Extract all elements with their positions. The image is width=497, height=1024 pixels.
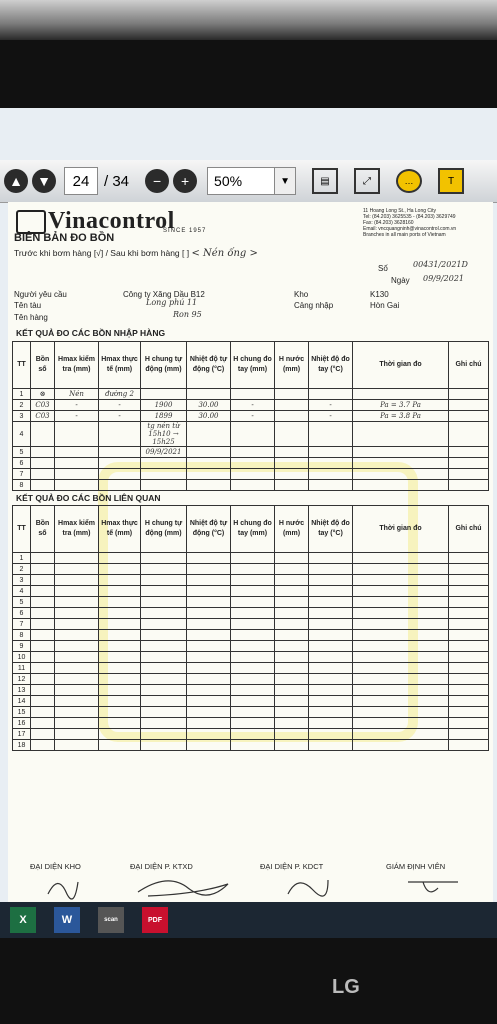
related-tanks-table: [12, 505, 489, 751]
table-row: 8: [13, 630, 489, 641]
table-row: 17: [13, 729, 489, 740]
sig-label-ktxd: ĐẠI DIỆN P. KTXD: [130, 862, 193, 871]
company-name: Vinacontrol: [48, 208, 175, 234]
table-row: 14: [13, 696, 489, 707]
table-row: 3: [13, 575, 489, 586]
table-row: 9: [13, 641, 489, 652]
table-row: 4: [13, 586, 489, 597]
ship-label: Tên tàu: [14, 301, 42, 310]
product-label: Tên hàng: [14, 313, 48, 322]
company-address: 11 Hoang Long St., Ha Long City Tel: (84.203) 3625535 - (84.203) 3629749 Fax: (84.203) 3628160 Email: vncquangninh@vinacontrol.com.vn Branches in all main ports of Vietnam: [363, 208, 457, 238]
kho-label: Kho: [294, 290, 309, 299]
table-row: 7: [13, 469, 489, 480]
product-value: Ron 95: [173, 310, 202, 319]
requester-value: Công ty Xăng Dầu B12: [123, 290, 205, 299]
zoom-select[interactable]: 50%: [207, 167, 275, 195]
table-row: 3 C03 - - 1899 30.00 - - Pa = 3.8 Pa: [13, 411, 489, 422]
document-title: BIÊN BẢN ĐO BỒN: [14, 232, 115, 244]
so-label: Số: [378, 264, 388, 273]
next-page-down-icon[interactable]: ▼: [32, 169, 56, 193]
pdf-toolbar: [0, 160, 497, 203]
so-value: 00431/2021D: [413, 260, 468, 269]
chevron-down-icon[interactable]: ▼: [275, 167, 296, 195]
table-row: 1: [13, 553, 489, 564]
background-wall: [0, 0, 497, 40]
ngay-label: Ngày: [391, 276, 410, 285]
sig-label-inspector: GIÁM ĐỊNH VIÊN: [386, 862, 446, 871]
table-row: 16: [13, 718, 489, 729]
table-row: 10: [13, 652, 489, 663]
taskbar: [0, 902, 497, 938]
fullscreen-icon[interactable]: ⤢: [354, 168, 380, 194]
table-row: 6: [13, 458, 489, 469]
table-row: 2: [13, 564, 489, 575]
ship-value: Long phú 11: [146, 298, 198, 307]
since-label: SINCE 1957: [163, 228, 207, 234]
vinacontrol-logo-icon: [16, 210, 46, 234]
excel-icon[interactable]: X: [10, 907, 36, 933]
table-row: 5: [13, 597, 489, 608]
signatures: [28, 874, 488, 902]
scanner-icon[interactable]: scan: [98, 907, 124, 933]
comment-icon[interactable]: …: [396, 169, 422, 193]
sig-label-kdct: ĐẠI DIỆN P. KDCT: [260, 862, 324, 871]
section-related-tanks: KẾT QUẢ ĐO CÁC BỒN LIÊN QUAN: [16, 493, 161, 503]
monitor-brand-logo: LG: [332, 976, 360, 998]
ngay-value: 09/9/2021: [423, 274, 465, 283]
pump-status: Trước khi bơm hàng [√] / Sau khi bơm hàng [ ] < Nén ống >: [14, 248, 258, 259]
fit-page-icon[interactable]: ▤: [312, 168, 338, 194]
port-value: Hòn Gai: [370, 301, 400, 310]
text-tool-icon[interactable]: T: [438, 168, 464, 194]
screen: [0, 108, 497, 938]
table-row: 1 ⊗ Nén đường 2: [13, 389, 489, 400]
table-row: 13: [13, 685, 489, 696]
port-label: Cảng nhập: [294, 301, 334, 310]
table-row: 18: [13, 740, 489, 751]
word-icon[interactable]: W: [54, 907, 80, 933]
table-row: 5 09/9/2021: [13, 447, 489, 458]
kho-value: K130: [370, 290, 389, 299]
table-row: 11: [13, 663, 489, 674]
sig-label-kho: ĐẠI DIỆN KHO: [30, 862, 81, 871]
section-import-tanks: KẾT QUẢ ĐO CÁC BỒN NHẬP HÀNG: [16, 328, 166, 338]
table-row: 4 tg nén từ 15h10 → 15h25: [13, 422, 489, 447]
table-row: 6: [13, 608, 489, 619]
pdf-reader-icon[interactable]: PDF: [142, 907, 168, 933]
table-row: 8: [13, 480, 489, 491]
page-total: / 34: [104, 172, 130, 190]
page-number-input[interactable]: 24: [64, 167, 98, 195]
zoom-out-icon[interactable]: −: [145, 169, 169, 193]
requester-label: Người yêu cầu: [14, 290, 67, 299]
table-row: 12: [13, 674, 489, 685]
prev-page-up-icon[interactable]: ▲: [4, 169, 28, 193]
zoom-in-icon[interactable]: +: [173, 169, 197, 193]
document-page: [8, 202, 493, 902]
table-row: 7: [13, 619, 489, 630]
table-row: 15: [13, 707, 489, 718]
import-tanks-table: [12, 341, 489, 491]
table-header-row: TT Bồn số Hmax kiểm tra (mm) Hmax thực tế (mm) H chung tự động (mm) Nhiệt độ tự động (°C) H chung đo tay (mm) H nước (mm) Nhiệt độ đo tay (°C) Thời gian đo Ghi chú: [13, 506, 489, 553]
table-row: 2 C03 - - 1900 30.00 - - Pa = 3.7 Pa: [13, 400, 489, 411]
table-header-row: TT Bồn số Hmax kiểm tra (mm) Hmax thực tế (mm) H chung tự động (mm) Nhiệt độ tự động (°C) H chung đo tay (mm) H nước (mm) Nhiệt độ đo tay (°C) Thời gian đo Ghi chú: [13, 342, 489, 389]
